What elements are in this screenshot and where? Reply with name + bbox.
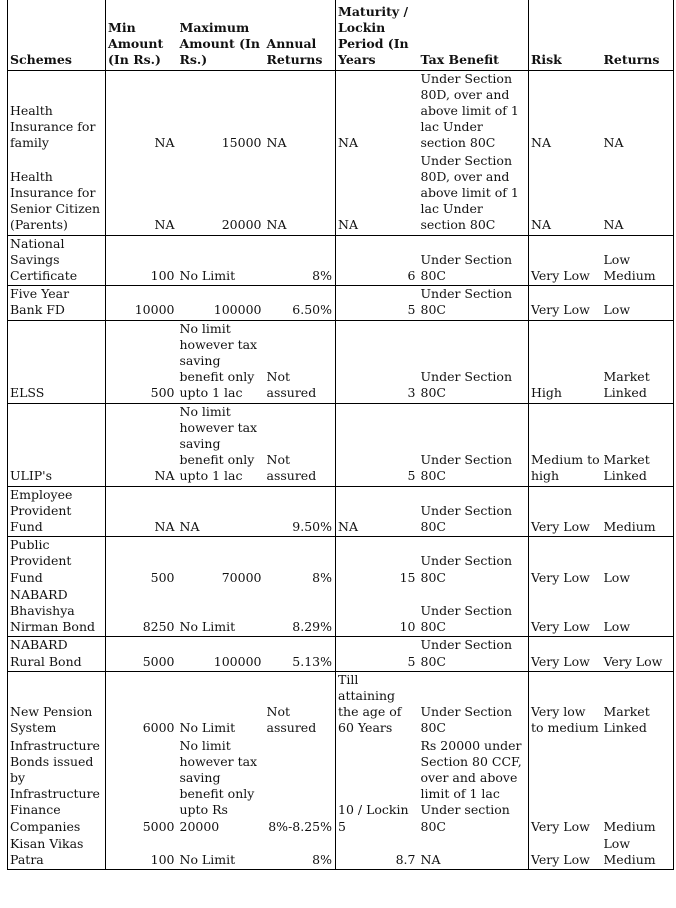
cell-maturity: 8.7 (336, 836, 419, 870)
table-row (8, 738, 674, 836)
cell-max-amount: 20000 (221, 217, 262, 233)
table-row (8, 320, 674, 403)
cell-scheme: ULIP's (8, 403, 106, 486)
cell-tax-benefit: Under Section 80C (419, 320, 529, 403)
cell-risk: NA (529, 70, 602, 153)
cell-risk: Very Low (529, 537, 602, 587)
table-row (8, 403, 674, 486)
cell-scheme: NABARD Rural Bond (8, 637, 106, 671)
cell-max-amount: 100000 (178, 637, 265, 671)
cell-scheme: Public Provident Fund (8, 537, 106, 587)
cell-returns: Medium (602, 738, 674, 836)
cell-returns: Very Low (602, 637, 674, 671)
cell-returns: NA (602, 70, 674, 153)
cell-tax-benefit: Under Section 80C (419, 637, 529, 671)
cell-annual-returns: 8% (265, 537, 336, 587)
cell-max-amount: 70000 (178, 537, 265, 587)
cell-returns: Market Linked (602, 403, 674, 486)
cell-risk: Medium to high (529, 403, 602, 486)
cell-min-amount: 8250 (106, 587, 178, 637)
cell-scheme: National Savings Certificate (8, 235, 106, 286)
cell-maturity: 10 (336, 587, 419, 637)
cell-returns: Low Medium (602, 235, 674, 286)
cell-tax-benefit: Under Section 80C (419, 671, 529, 737)
cell-min-amount: 5000 (106, 738, 178, 836)
cell-max-amount: No limit however tax saving benefit only upto 1 lac (178, 403, 265, 486)
cell-annual-returns: 9.50% (265, 486, 336, 537)
cell-annual-returns: Not assured (265, 320, 336, 403)
cell-returns: NA (602, 153, 674, 236)
cell-tax-benefit: Under Section 80D, over and above limit of 1 lac Under section 80C (419, 70, 529, 153)
cell-maturity: 5 (336, 637, 419, 671)
header-annual-returns: Annual Returns (266, 36, 323, 68)
cell-annual-returns: NA (265, 70, 336, 153)
cell-maturity: 5 (336, 286, 419, 320)
cell-min-amount: 5000 (106, 637, 178, 671)
cell-max-amount: No limit however tax saving benefit only upto 1 lac (178, 320, 265, 403)
cell-maturity: 6 (336, 235, 419, 286)
cell-min-amount: 500 (106, 320, 178, 403)
cell-risk: Very Low (529, 738, 602, 836)
table-row (8, 836, 674, 870)
cell-min-amount: NA (106, 486, 178, 537)
cell-returns: Low (602, 587, 674, 637)
header-risk: Risk (529, 0, 602, 70)
cell-min-amount: NA (106, 70, 178, 153)
investment-schemes-table (7, 0, 674, 870)
cell-maturity: 3 (336, 320, 419, 403)
cell-max-amount: No limit however tax saving benefit only upto Rs 20000 (179, 737, 258, 834)
cell-tax-benefit: Under Section 80C (419, 403, 529, 486)
table-row (8, 286, 674, 320)
cell-risk: Very low to medium (529, 671, 602, 737)
cell-annual-returns: 8% (265, 235, 336, 286)
cell-maturity: Till attaining the age of 60 Years (336, 671, 419, 737)
cell-annual-returns: 8.29% (292, 619, 332, 635)
header-returns: Returns (602, 0, 674, 70)
cell-annual-returns: 8%-8.25% (268, 818, 332, 834)
cell-min-amount: NA (106, 153, 178, 236)
cell-risk: NA (529, 153, 602, 236)
cell-tax-benefit: Under Section 80C (419, 537, 529, 587)
cell-annual-returns: 8% (265, 836, 336, 870)
cell-scheme: Employee Provident Fund (8, 486, 106, 537)
table-row (8, 70, 674, 153)
cell-tax-benefit: Under Section 80C (420, 603, 512, 635)
cell-maturity: 15 (336, 537, 419, 587)
cell-tax-benefit: Under Section 80C (419, 235, 529, 286)
cell-scheme: Health Insurance for Senior Citizen (Parents) (8, 153, 106, 236)
cell-scheme: NABARD Bhavishya Nirman Bond (8, 587, 106, 637)
cell-tax-benefit: NA (419, 836, 529, 870)
cell-maturity: NA (336, 486, 419, 537)
cell-annual-returns: NA (266, 217, 287, 233)
cell-scheme: Health Insurance for family (8, 70, 106, 153)
cell-max-amount: No Limit (178, 671, 265, 737)
cell-max-amount: No Limit (178, 836, 265, 870)
cell-min-amount: NA (106, 403, 178, 486)
cell-risk: Very Low (529, 587, 602, 637)
cell-tax-benefit: Rs 20000 under Section 80 CCF, over and above limit of 1 lac Under section 80C (420, 737, 522, 834)
cell-returns: Low Medium (602, 836, 674, 870)
cell-annual-returns: 5.13% (265, 637, 336, 671)
header-max-amount: Maximum Amount (In Rs.) (179, 19, 260, 68)
cell-risk: High (529, 320, 602, 403)
table-row (8, 537, 674, 587)
cell-tax-benefit: Under Section 80D, over and above limit of 1 lac Under section 80C (420, 152, 519, 233)
cell-risk: Very Low (529, 235, 602, 286)
table-row (8, 671, 674, 737)
cell-returns: Market Linked (602, 320, 674, 403)
cell-max-amount: NA (178, 486, 265, 537)
cell-returns: Low (602, 537, 674, 587)
cell-returns: Medium (602, 486, 674, 537)
table-row (8, 637, 674, 671)
cell-tax-benefit: Under Section 80C (419, 286, 529, 320)
cell-returns: Market Linked (602, 671, 674, 737)
cell-scheme: Five Year Bank FD (8, 286, 106, 320)
cell-risk: Very Low (529, 836, 602, 870)
header-tax-benefit: Tax Benefit (420, 52, 499, 68)
table-row (8, 153, 674, 236)
header-maturity: Maturity / Lockin Period (In Years (336, 0, 419, 70)
cell-annual-returns: 6.50% (265, 286, 336, 320)
cell-min-amount: 10000 (106, 286, 178, 320)
table-row (8, 486, 674, 537)
table-row (8, 587, 674, 637)
cell-max-amount: No Limit (179, 619, 236, 635)
cell-maturity: 10 / Lockin 5 (336, 738, 419, 836)
cell-max-amount: 15000 (178, 70, 265, 153)
cell-maturity: 5 (336, 403, 419, 486)
cell-annual-returns: Not assured (265, 671, 336, 737)
cell-min-amount: 100 (106, 235, 178, 286)
cell-scheme: ELSS (8, 320, 106, 403)
table-body (8, 70, 674, 870)
cell-scheme: Kisan Vikas Patra (8, 836, 106, 870)
cell-maturity: NA (336, 70, 419, 153)
cell-annual-returns: Not assured (265, 403, 336, 486)
cell-risk: Very Low (529, 637, 602, 671)
cell-min-amount: 100 (106, 836, 178, 870)
cell-max-amount: No Limit (178, 235, 265, 286)
cell-tax-benefit: Under Section 80C (419, 486, 529, 537)
cell-min-amount: 6000 (106, 671, 178, 737)
header-min-amount: Min Amount (In Rs.) (106, 0, 178, 70)
cell-scheme: Infrastructure Bonds issued by Infrastructure Finance Companies (8, 738, 106, 836)
cell-max-amount: 100000 (178, 286, 265, 320)
cell-risk: Very Low (529, 486, 602, 537)
cell-returns: Low (602, 286, 674, 320)
header-row (8, 0, 674, 70)
table-row (8, 235, 674, 286)
header-schemes: Schemes (8, 0, 106, 70)
cell-maturity: NA (336, 153, 419, 236)
cell-risk: Very Low (529, 286, 602, 320)
cell-scheme: New Pension System (8, 671, 106, 737)
cell-min-amount: 500 (106, 537, 178, 587)
